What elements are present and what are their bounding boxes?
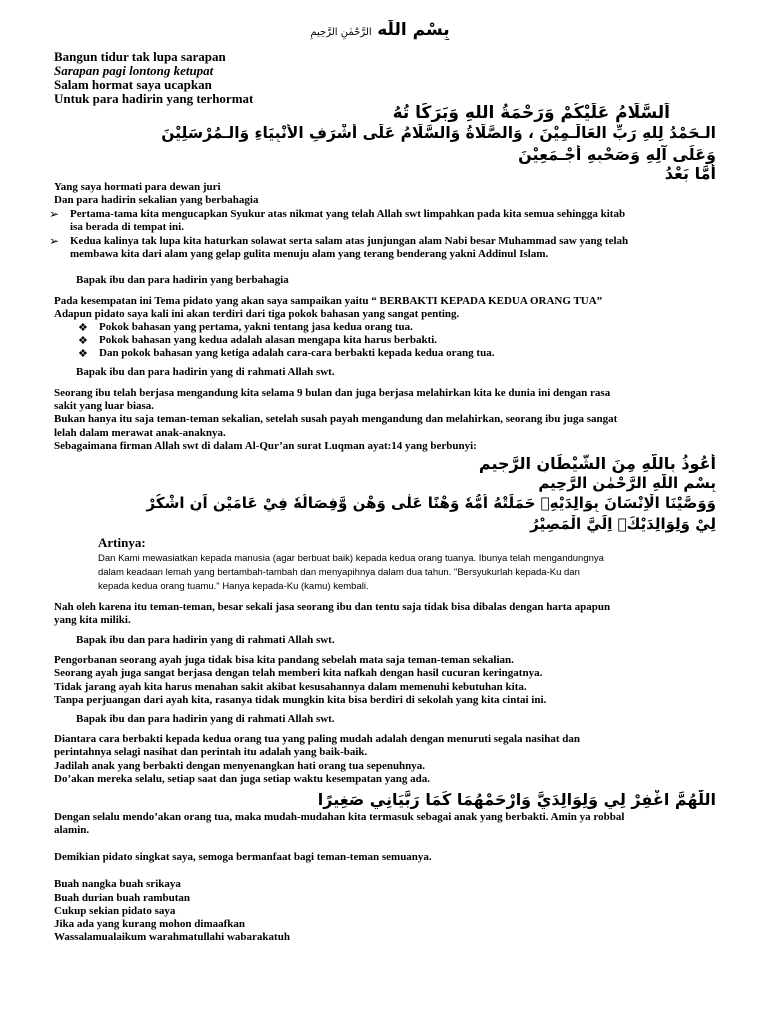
gratitude-line: Kedua kalinya tak lupa kita haturkan solawat serta salam atas junjungan alam Nabi besar Muhammad saw yang telah bbox=[70, 235, 629, 247]
gratitude-line: membawa kita dari alam yang gelap gulita menuju alam yang terang benderang yakni Addinul Islam. bbox=[70, 248, 549, 260]
arabic-amma-badu: أَمَّا بَعْدُ bbox=[664, 164, 716, 183]
pantun-open-line: Untuk para hadirin yang terhormat bbox=[54, 91, 254, 106]
conclusion-line: yang kita miliki. bbox=[54, 614, 131, 626]
ways-line: Diantara cara berbakti kepada kedua orang tua yang paling mudah adalah dengan menuruti segala nasihat dan bbox=[54, 733, 580, 745]
father-line: Tidak jarang ayah kita harus menahan sakit akibat kesusahannya dalam memenuhi kebutuhan kita. bbox=[54, 681, 527, 693]
theme-line: Adapun pidato saya kali ini akan terdiri dari tiga pokok bahasan yang sangat penting. bbox=[54, 308, 460, 320]
mother-line: Bukan hanya itu saja teman-teman sekalian, setelah susah payah mengandung dan melahirkan, seorang ibu juga sangat bbox=[54, 413, 618, 425]
pantun-close-line: Buah durian buah rambutan bbox=[54, 892, 191, 904]
address-line: Bapak ibu dan para hadirin yang di rahmati Allah swt. bbox=[76, 634, 335, 646]
pantun-open-line: Salam hormat saya ucapkan bbox=[54, 77, 212, 92]
arrow-bullet-icon: ➢ bbox=[49, 207, 60, 221]
arabic-alihi: وَعَلَى آلِهِ وَصَحْبِهِ أَجْـمَعِيْنَ bbox=[518, 145, 716, 164]
address-line: Bapak ibu dan para hadirin yang di rahmati Allah swt. bbox=[76, 366, 335, 378]
basmalah-big: بِسْمِ اللّٰه bbox=[377, 20, 450, 40]
mother-line: Seorang ibu telah berjasa mengandung kita selama 9 bulan dan juga berjasa melahirkan kita ke dunia ini dengan rasa bbox=[54, 387, 611, 399]
mother-line: sakit yang luar biasa. bbox=[54, 400, 155, 412]
greeting-line: Dan para hadirin sekalian yang berbahagia bbox=[54, 194, 259, 206]
pantun-close-line: Buah nangka buah srikaya bbox=[54, 878, 181, 890]
pantun-close-line: Cukup sekian pidato saya bbox=[54, 905, 176, 917]
address-line: Bapak ibu dan para hadirin yang berbahagia bbox=[76, 274, 289, 286]
pantun-close-line: Jika ada yang kurang mohon dimaafkan bbox=[54, 918, 246, 930]
translation-line: Dan Kami mewasiatkan kepada manusia (agar berbuat baik) kepada kedua orang tuanya. Ibunya telah mengandungnya bbox=[98, 553, 604, 564]
father-line: Seorang ayah juga sangat berjasa dengan telah memberi kita nafkah dengan hasil cucuran keringatnya. bbox=[54, 667, 543, 679]
diamond-bullet-icon: ❖ bbox=[78, 335, 88, 347]
pantun-close-line: Wassalamualaikum warahmatullahi wabarakatuh bbox=[54, 931, 290, 943]
arabic-verse: وَوَصَّيْنَا الْاِنْسَانَ بِوَالِدَيْهِۚ حَمَلَتْهُ اُمُّهٗ وَهْنًا عَلٰى وَهْنٍ وَّفِصَالُهٗ فِيْ عَامَيْنِ اَنِ اشْكُرْ bbox=[146, 494, 716, 512]
diamond-bullet-icon: ❖ bbox=[78, 322, 88, 334]
topic-item: Pokok bahasan yang kedua adalah alasan mengapa kita harus berbakti. bbox=[99, 334, 438, 346]
ways-line: perintahnya selagi nasihat dan perintah itu adalah yang baik-baik. bbox=[54, 746, 368, 758]
mother-line: lelah dalam merawat anak-anaknya. bbox=[54, 427, 226, 439]
theme-line: Pada kesempatan ini Tema pidato yang akan saya sampaikan yaitu “ BERBAKTI KEPADA KEDUA ORANG TUA” bbox=[54, 295, 603, 307]
arabic-salam: اَلسَّلَامُ عَلَيْكُمْ وَرَحْمَةُ اللهِ وَبَرَكَا تُهُ bbox=[392, 103, 670, 123]
gratitude-line: isa berada di tempat ini. bbox=[70, 221, 184, 233]
topic-item: Pokok bahasan yang pertama, yakni tentang jasa kedua orang tua. bbox=[99, 321, 413, 333]
diamond-bullet-icon: ❖ bbox=[78, 348, 88, 360]
greeting-line: Yang saya hormati para dewan juri bbox=[54, 181, 221, 193]
arabic-taawudz: أَعُوذُ بِاللَّهِ مِنَ الشَّيْطَانِ الرَّجِيمِ bbox=[478, 454, 716, 473]
ways-line: Jadilah anak yang berbakti dengan menyenangkan hati orang tua sepenuhnya. bbox=[54, 760, 426, 772]
pantun-open-line: Sarapan pagi lontong ketupat bbox=[54, 63, 214, 78]
translation-label: Artinya: bbox=[98, 535, 146, 550]
closing-line: Demikian pidato singkat saya, semoga bermanfaat bagi teman-teman semuanya. bbox=[54, 851, 432, 863]
arabic-basmalah: بِسْمِ اللّٰهِ الرَّحْمٰنِ الرَّحِيمِ bbox=[538, 474, 716, 492]
conclusion-line: Nah oleh karena itu teman-teman, besar sekali jasa seorang ibu dan tentu saja tidak bisa dibalas dengan harta apapun bbox=[54, 601, 611, 613]
topic-item: Dan pokok bahasan yang ketiga adalah cara-cara berbakti kepada kedua orang tua. bbox=[99, 347, 495, 359]
ways-line: Do’akan mereka selalu, setiap saat dan juga setiap waktu kesempatan yang ada. bbox=[54, 773, 430, 785]
address-line: Bapak ibu dan para hadirin yang di rahmati Allah swt. bbox=[76, 713, 335, 725]
prayer-line: alamin. bbox=[54, 824, 90, 836]
arabic-prayer: اللّٰهُمَّ اغْفِرْ لِي وَلِوَالِدَيَّ وَارْحَمْهُمَا كَمَا رَبَّيَانِي صَغِيرًا bbox=[317, 790, 716, 809]
prayer-line: Dengan selalu mendo’akan orang tua, maka mudah-mudahan kita termasuk sebagai anak yang berbakti. Amin ya robbal bbox=[54, 811, 625, 823]
pantun-open-line: Bangun tidur tak lupa sarapan bbox=[54, 49, 226, 64]
basmalah-small: الرَّحْمٰنِ الرَّحِيمِ bbox=[310, 27, 372, 38]
arabic-hamdalah: الـحَمْدُ لِلهِ رَبِّ العَالَـمِيْنَ ، وَالصَّلَاةُ وَالسَّلَامُ عَلَى أَشْرَفِ الأَنْبِيَاءِ وَالـمُرْسَلِيْنَ bbox=[161, 124, 716, 142]
basmalah-header bbox=[290, 20, 470, 40]
arabic-verse: لِيْ وَلِوَالِدَيْكَۗ اِلَيَّ الْمَصِيْرُ bbox=[530, 515, 716, 533]
father-line: Pengorbanan seorang ayah juga tidak bisa kita pandang sebelah mata saja teman-teman sekalian. bbox=[54, 654, 514, 666]
mother-line: Sebagaimana firman Allah swt di dalam Al-Qur’an surat Luqman ayat:14 yang berbunyi: bbox=[54, 440, 477, 452]
translation-line: dalam keadaan lemah yang bertambah-tambah dan menyapihnya dalam dua tahun. "Bersyukurlah kepada-Ku dan bbox=[98, 567, 580, 578]
father-line: Tanpa perjuangan dari ayah kita, rasanya tidak mungkin kita bisa berdiri di sekolah yang kita cintai ini. bbox=[54, 694, 547, 706]
gratitude-line: Pertama-tama kita mengucapkan Syukur atas nikmat yang telah Allah swt limpahkan pada kita semua sehingga kitab bbox=[70, 208, 626, 220]
arrow-bullet-icon: ➢ bbox=[49, 234, 60, 248]
translation-line: kepada kedua orang tuamu." Hanya kepada-Ku (kamu) kembali. bbox=[98, 581, 369, 592]
